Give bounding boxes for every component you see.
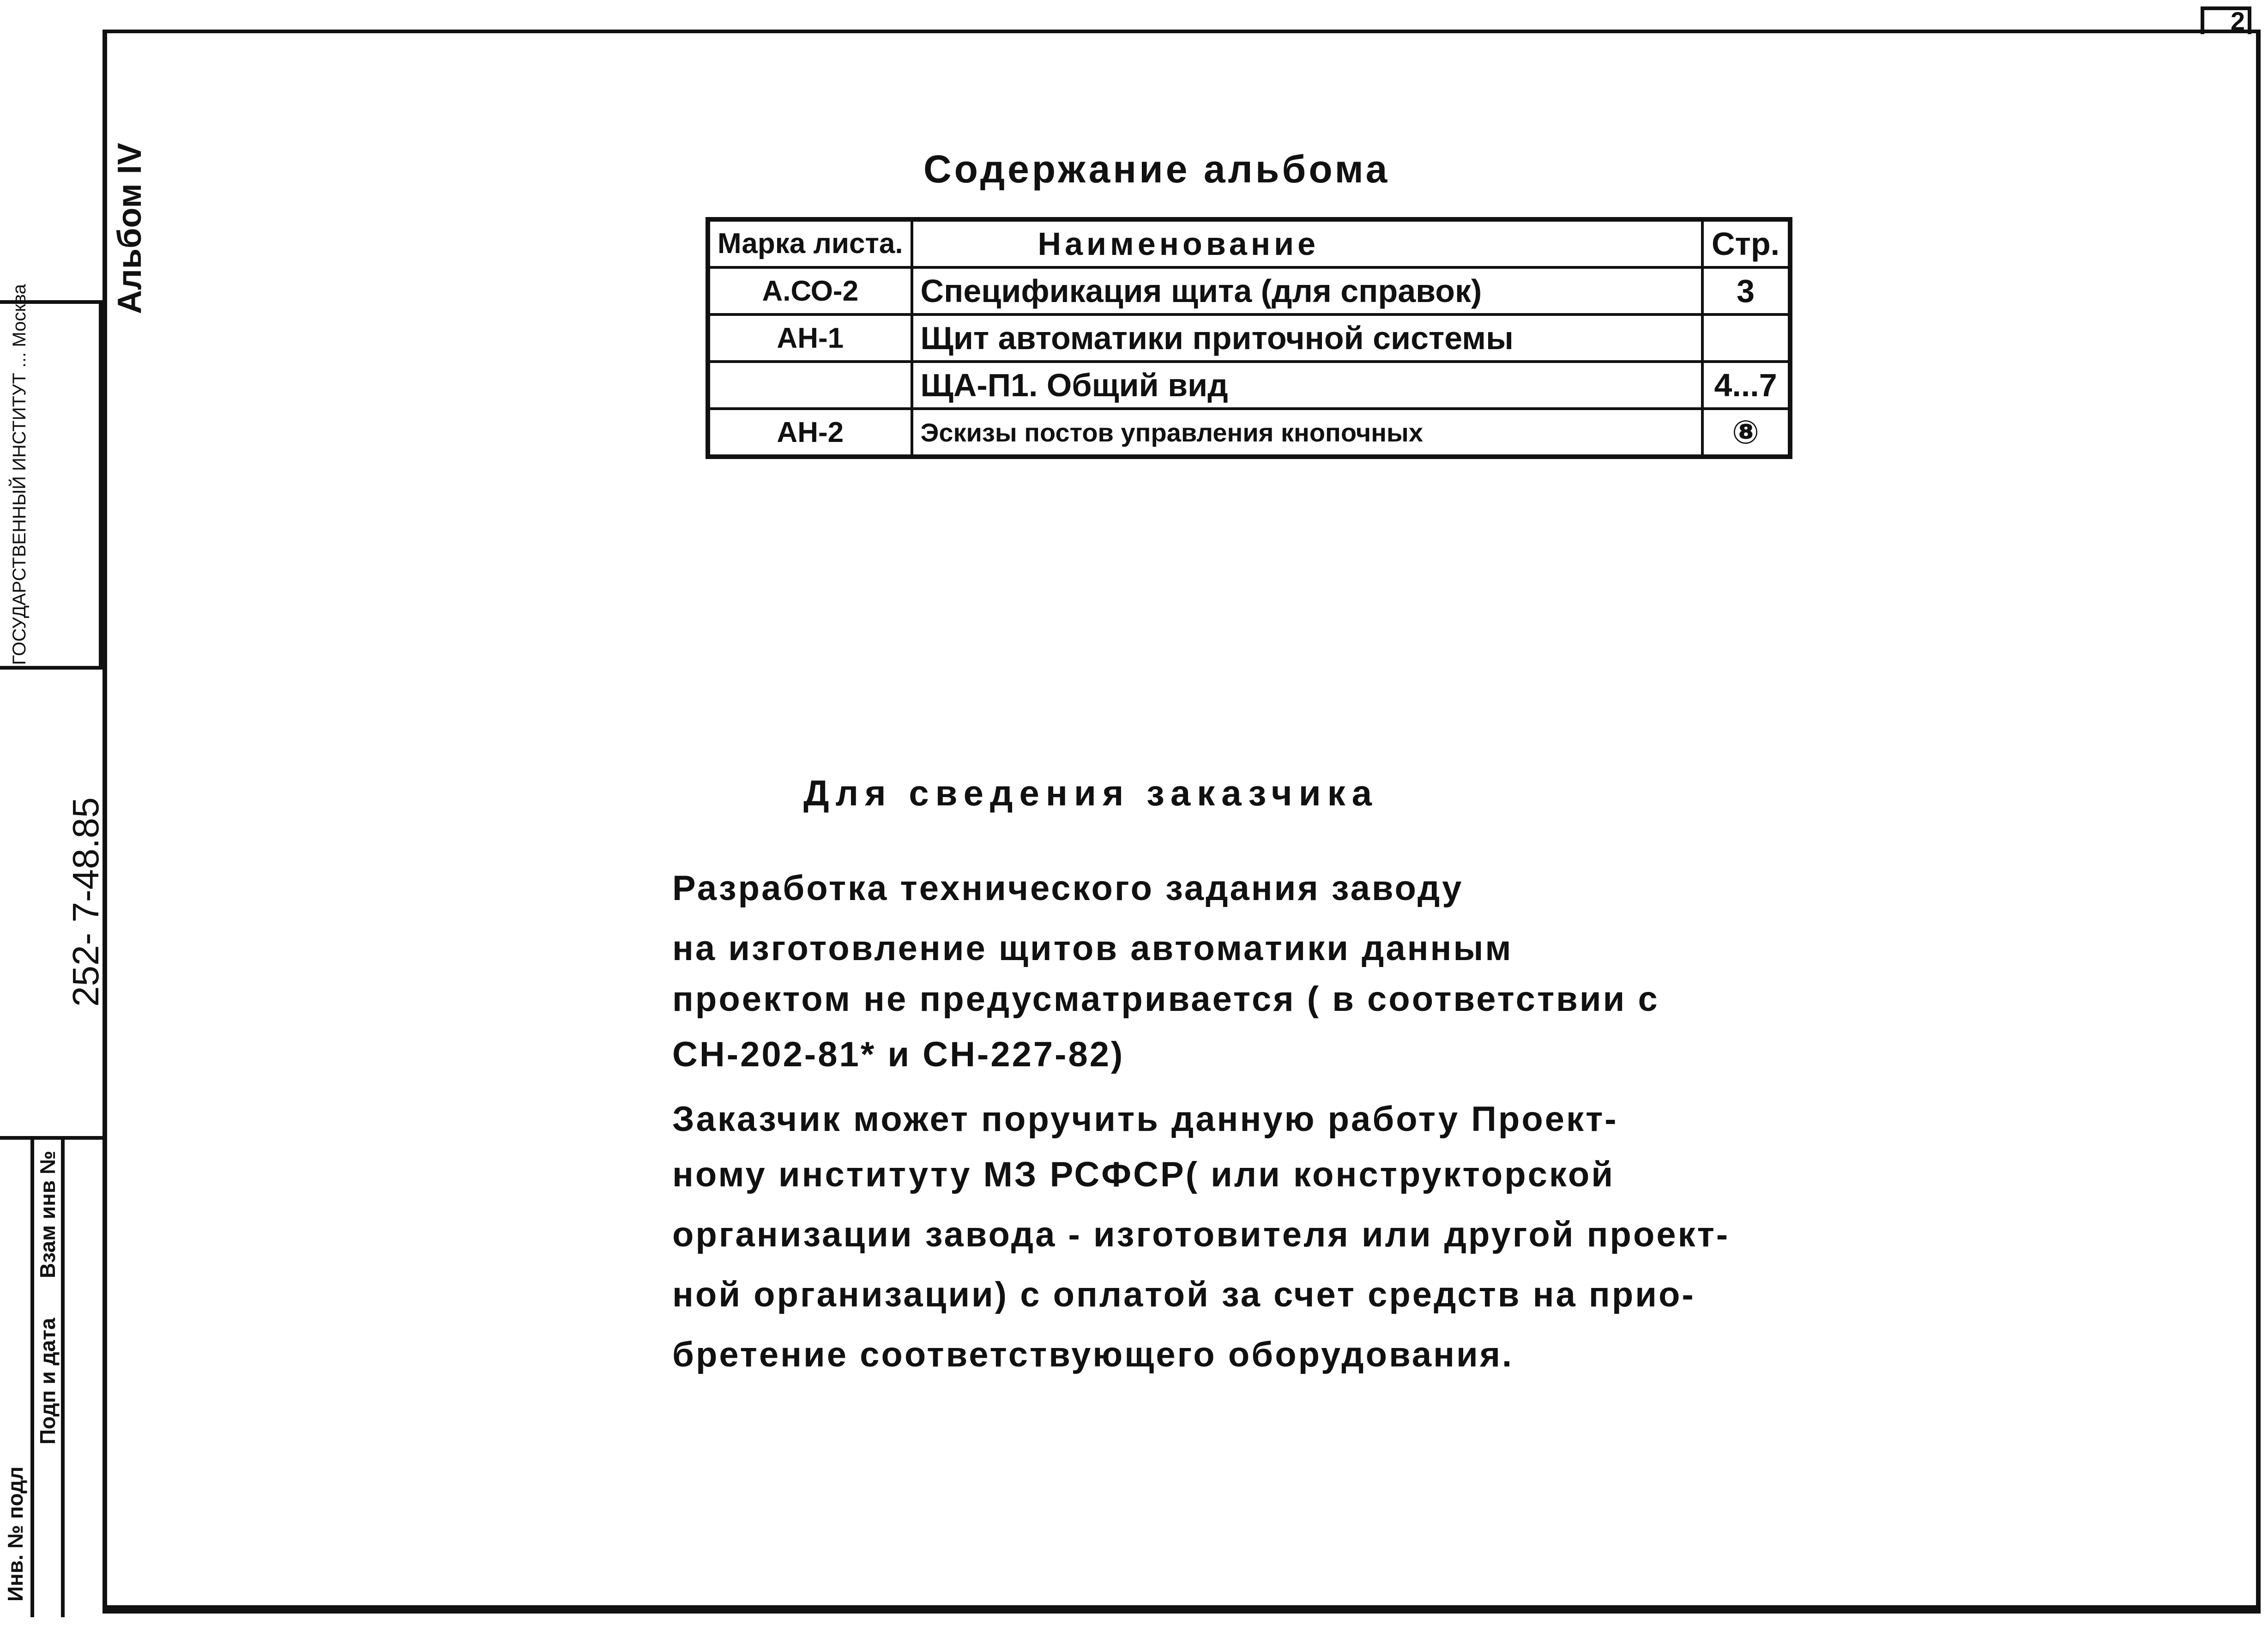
row-mark: АН-2 — [708, 409, 912, 457]
header-page: Стр. — [1702, 219, 1790, 267]
album-label: Альбом IV — [111, 143, 148, 314]
sign-label-date: Подп и дата — [36, 1318, 60, 1445]
table-row — [708, 409, 1790, 457]
notice-line: организации завода - изготовителя или другой проект- — [672, 1215, 1730, 1254]
notice-line: проектом не предусматривается ( в соответствии с — [672, 979, 1659, 1019]
table-row — [708, 362, 1790, 409]
row-page: 3 — [1702, 267, 1790, 314]
notice-line: СН-202-81* и СН-227-82) — [672, 1035, 1125, 1074]
notice-line: бретение соответствующего оборудования. — [672, 1335, 1514, 1374]
row-name: Спецификация щита (для справок) — [912, 267, 1702, 314]
document-code: 252- 7-48.85 — [65, 797, 106, 1007]
notice-line: ному институту МЗ РСФСР( или конструкторской — [672, 1155, 1615, 1194]
notice-line: Заказчик может поручить данную работу Проект- — [672, 1100, 1618, 1139]
row-mark: А.СО-2 — [708, 267, 912, 314]
sign-label-inv: Инв. № подл — [3, 1466, 27, 1602]
table-row — [708, 267, 1790, 314]
notice-line: ной организации) с оплатой за счет средств на прио- — [672, 1275, 1695, 1314]
header-name: Наименование — [912, 219, 1702, 267]
table-header-row — [708, 219, 1790, 267]
stamp-text: ГОСУДАРСТВЕННЫЙ ИНСТИТУТ ... Москва — [9, 284, 30, 665]
row-page — [1702, 314, 1790, 362]
row-mark — [708, 362, 912, 409]
table-row — [708, 314, 1790, 362]
header-mark: Марка листа. — [708, 219, 912, 267]
signature-block — [0, 1136, 103, 1617]
row-name: Щит автоматики приточной системы — [912, 314, 1702, 362]
row-page: 4...7 — [1702, 362, 1790, 409]
contents-table — [706, 217, 1792, 459]
row-name: Эскизы постов управления кнопочных — [912, 409, 1702, 457]
page-number: 2 — [2201, 6, 2251, 34]
sign-label-replace: Взам инв № — [36, 1150, 60, 1278]
row-name: ЩА-П1. Общий вид — [912, 362, 1702, 409]
notice-title: Для сведения заказчика — [803, 773, 1379, 813]
row-page: ⑧ — [1702, 409, 1790, 457]
notice-line: на изготовление щитов автоматики данным — [672, 929, 1513, 968]
notice-line: Разработка технического задания заводу — [672, 869, 1464, 908]
contents-title: Содержание альбома — [923, 147, 1390, 191]
row-mark: АН-1 — [708, 314, 912, 362]
